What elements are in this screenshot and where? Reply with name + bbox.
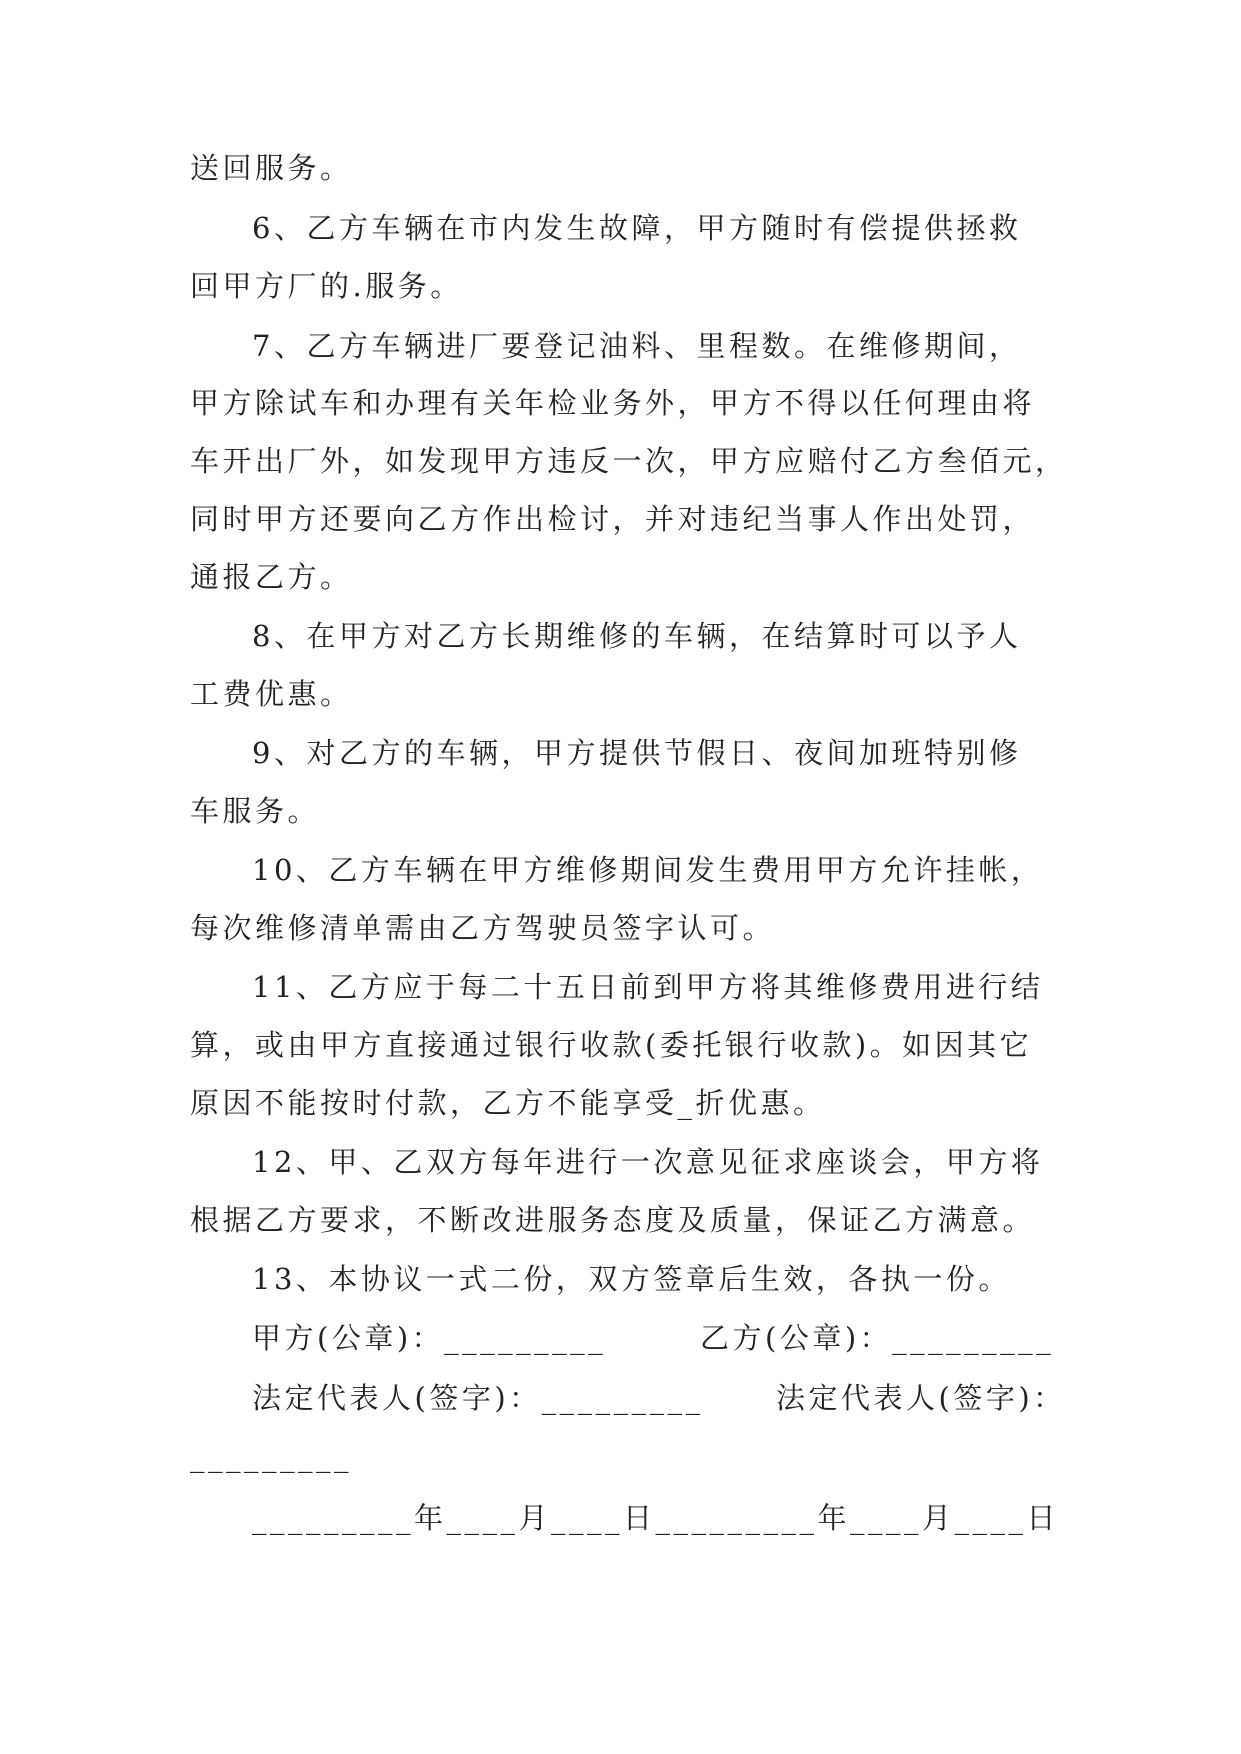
clause-7-line-4: 同时甲方还要向乙方作出检讨，并对违纪当事人作出处罚，: [190, 502, 1036, 536]
party-a-representative-line: 法定代表人(签字)：_________: [252, 1381, 704, 1415]
clause-8-line-2: 工费优惠。: [190, 677, 353, 711]
party-b-seal-line: 乙方(公章)：_________: [700, 1321, 1055, 1355]
clause-11-line-1: 11、乙方应于每二十五日前到甲方将其维修费用进行结: [252, 970, 1044, 1004]
clause-9-line-1: 9、对乙方的车辆，甲方提供节假日、夜间加班特别修: [252, 736, 1022, 770]
date-line: _________年____月____日_________年____月____日: [252, 1501, 1060, 1535]
clause-7-line-2: 甲方除试车和办理有关年检业务外，甲方不得以任何理由将: [190, 386, 1036, 420]
party-a-seal-line: 甲方(公章)：_________: [252, 1321, 607, 1355]
clause-10-line-1: 10、乙方车辆在甲方维修期间发生费用甲方允许挂帐，: [252, 853, 1044, 887]
party-b-representative-line: 法定代表人(签字)：: [776, 1381, 1066, 1415]
clause-7-line-3: 车开出厂外，如发现甲方违反一次，甲方应赔付乙方叁佰元，: [190, 444, 1068, 478]
party-b-representative-blank: _________: [190, 1439, 352, 1473]
clause-12-line-2: 根据乙方要求，不断改进服务态度及质量，保证乙方满意。: [190, 1203, 1036, 1237]
clause-13-line-1: 13、本协议一式二份，双方签章后生效，各执一份。: [252, 1262, 1011, 1296]
clause-12-line-1: 12、甲、乙双方每年进行一次意见征求座谈会，甲方将: [252, 1145, 1044, 1179]
clause-10-line-2: 每次维修清单需由乙方驾驶员签字认可。: [190, 911, 776, 945]
clause-11-line-2: 算，或由甲方直接通过银行收款(委托银行收款)。如因其它: [190, 1028, 1033, 1062]
clause-7-line-5: 通报乙方。: [190, 560, 353, 594]
clause-6-line-2: 回甲方厂的.服务。: [190, 269, 463, 303]
clause-11-line-3: 原因不能按时付款，乙方不能享受_折优惠。: [190, 1086, 826, 1120]
clause-9-line-2: 车服务。: [190, 794, 321, 828]
clause-6-line-1: 6、乙方车辆在市内发生故障，甲方随时有偿提供拯救: [252, 211, 1022, 245]
paragraph-continuation: 送回服务。: [190, 151, 353, 185]
clause-7-line-1: 7、乙方车辆进厂要登记油料、里程数。在维修期间，: [252, 329, 1022, 363]
clause-8-line-1: 8、在甲方对乙方长期维修的车辆，在结算时可以予人: [252, 619, 1022, 653]
